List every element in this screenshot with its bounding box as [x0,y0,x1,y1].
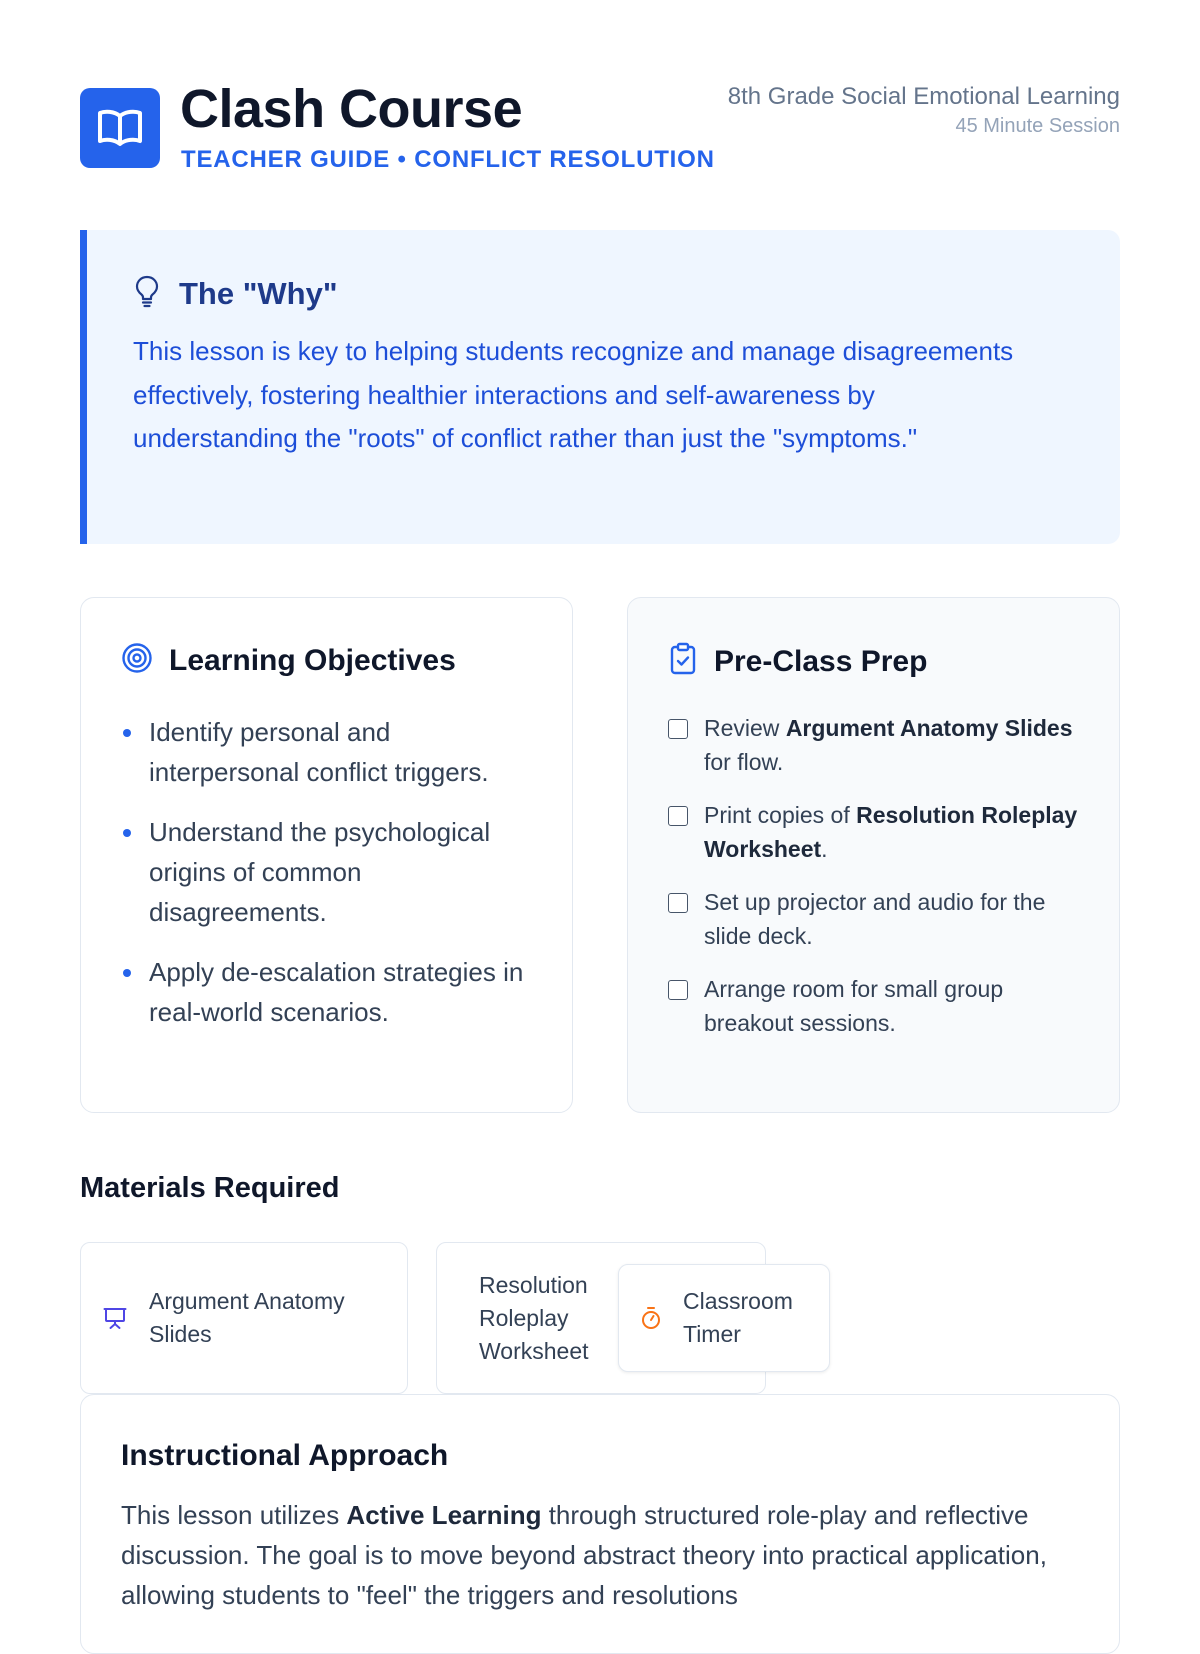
session-length: 45 Minute Session [955,115,1120,137]
material-label: Argument Anatomy Slides [149,1288,345,1347]
lightbulb-icon [133,274,161,313]
checklist-item [668,886,1088,953]
prep-checklist [668,712,1088,1060]
why-title: The "Why" [179,275,338,311]
bullet [123,829,131,837]
list-item [123,712,543,792]
prep-text: Arrange room for small group breakout sessions. [704,976,1004,1036]
prep-checkbox[interactable] [668,893,688,913]
pre-class-prep-card [627,597,1120,1113]
list-item [123,952,543,1032]
why-callout [80,230,1120,544]
objective-text: Understand the psychological origins of common disagreements. [149,817,491,927]
objectives-header [121,642,456,679]
prep-text-bold: Argument Anatomy Slides [785,715,1073,741]
instruction-body [121,1495,1081,1615]
why-body: This lesson is key to helping students recognize and manage disagreements effectively, fostering healthier interactions and self-awareness by understanding the "roots" of conflict rather than just the "symptoms." [133,336,1014,453]
prep-checkbox[interactable] [668,980,688,1000]
grade-label: 8th Grade Social Emotional Learning [727,83,1120,110]
prep-text: Print copies of [704,802,857,828]
material-label: Resolution Roleplay Worksheet [479,1271,589,1364]
instruction-text: through structured role-play and reflective discussion. The goal is to move beyond abstract theory into practical application, allowing students to "feel" the triggers and resolutions [121,1500,1047,1610]
learning-objectives-card [80,597,573,1113]
objectives-title: Learning Objectives [169,643,456,677]
instructional-approach-card [80,1394,1120,1654]
list-item [123,812,543,932]
prep-text: . [821,835,828,862]
objective-text: Apply de-escalation strategies in real-world scenarios. [149,957,524,1027]
prep-text: Review [704,715,786,741]
material-timer [618,1264,830,1372]
prep-checkbox[interactable] [668,806,688,826]
prep-text: Set up projector and audio for the slide deck. [704,889,1046,949]
checklist-item [668,712,1088,779]
prep-text: for flow. [704,748,784,775]
page-subtitle: TEACHER GUIDE • CONFLICT RESOLUTION [181,146,715,173]
instruction-title: Instructional Approach [121,1439,449,1472]
prep-title: Pre-Class Prep [714,644,928,678]
materials-title: Materials Required [80,1172,340,1204]
checklist-item [668,799,1088,866]
instruction-text: This lesson utilizes [121,1500,347,1530]
bullet [123,729,131,737]
prep-checkbox[interactable] [668,719,688,739]
objectives-list [123,712,543,1052]
prep-text-bold: Resolution Roleplay Worksheet [704,802,1078,862]
clipboard-check-icon [668,642,698,681]
presentation-icon [103,1306,127,1330]
timer-icon [639,1306,663,1330]
why-header [133,274,338,313]
material-slides [80,1242,408,1394]
target-icon [121,642,153,679]
book-open-icon [80,88,160,168]
material-label: Classroom Timer [683,1288,793,1347]
page-title: Clash Course [180,79,523,139]
prep-header [668,642,927,681]
instruction-text-bold: Active Learning [346,1500,542,1530]
teacher-guide-page [80,0,1120,1610]
checklist-item [668,973,1088,1040]
objective-text: Identify personal and interpersonal conflict triggers. [149,717,489,787]
bullet [123,969,131,977]
